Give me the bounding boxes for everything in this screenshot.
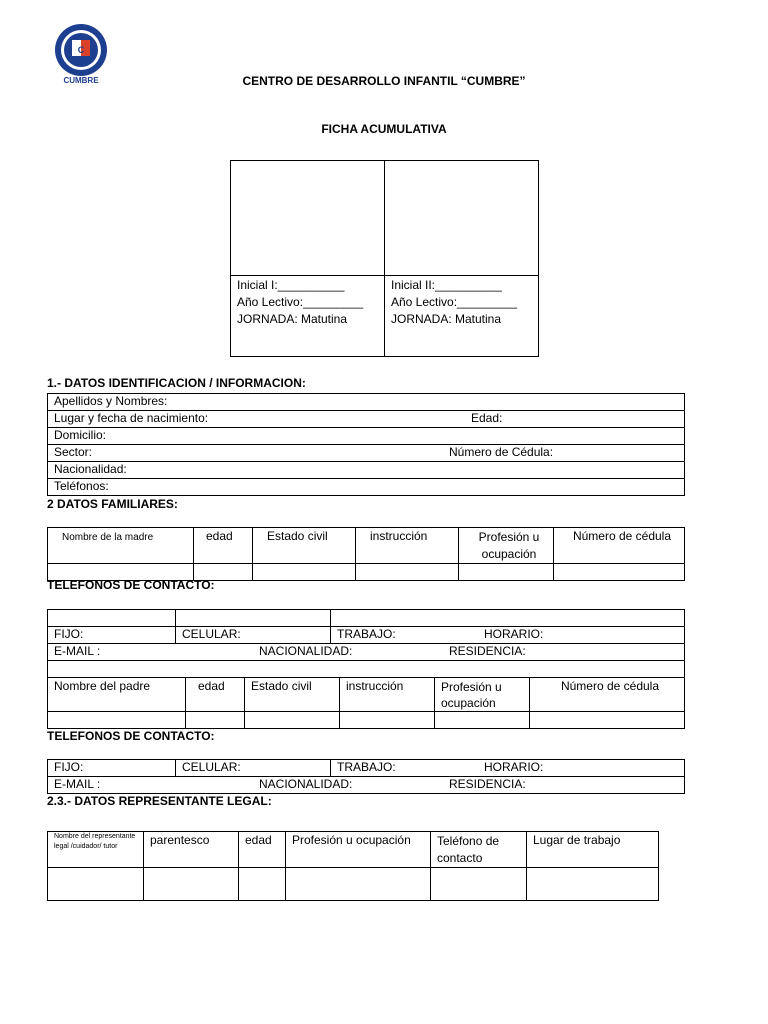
photo-boxes (230, 160, 539, 357)
contact-cell[interactable] (331, 610, 685, 627)
address-field: Domicilio: (48, 428, 685, 445)
sector-field: Sector: (54, 445, 93, 459)
residencia-label-2: RESIDENCIA: (449, 777, 526, 791)
mother-cell[interactable] (554, 564, 685, 581)
level-1: Inicial I:__________ (237, 278, 345, 292)
father-cell[interactable] (435, 712, 530, 729)
mother-cell[interactable] (253, 564, 356, 581)
rep-header-profession: Profesión u ocupación (286, 832, 431, 868)
section2-title: 2 DATOS FAMILIARES: (47, 497, 178, 511)
mother-table (47, 527, 685, 581)
celular-label-2: CELULAR: (176, 760, 331, 777)
svg-text:C: C (77, 45, 85, 55)
father-header-id: Número de cédula (530, 678, 685, 712)
age-field: Edad: (471, 411, 503, 425)
rep-header-name: Nombre del representante legal /cuidador/ tutor (48, 832, 144, 868)
mother-header-age: edad (194, 528, 253, 564)
rep-header-phone: Teléfono de contacto (431, 832, 527, 868)
names-field: Apellidos y Nombres: (48, 394, 685, 411)
email-label-2: E-MAIL : (54, 777, 101, 791)
section3-title: 2.3.- DATOS REPRESENTANTE LEGAL: (47, 794, 272, 808)
nacionalidad-label-1: NACIONALIDAD: (259, 644, 353, 658)
trabajo-label-2: TRABAJO: (337, 760, 396, 774)
contact-cell[interactable] (176, 610, 331, 627)
year-2: Año Lectivo:_________ (391, 295, 518, 309)
father-cell[interactable] (186, 712, 245, 729)
residencia-label-1: RESIDENCIA: (449, 644, 526, 658)
year-1: Año Lectivo:_________ (237, 295, 364, 309)
rep-cell[interactable] (286, 868, 431, 901)
rep-cell[interactable] (239, 868, 286, 901)
mother-cell[interactable] (356, 564, 459, 581)
rep-header-workplace: Lugar de trabajo (527, 832, 659, 868)
email-row-2 (48, 777, 685, 794)
rep-cell[interactable] (48, 868, 144, 901)
nationality-field: Nacionalidad: (48, 462, 685, 479)
identification-table (47, 393, 685, 496)
fijo-label-2: FIJO: (48, 760, 176, 777)
rep-cell[interactable] (431, 868, 527, 901)
rep-cell[interactable] (527, 868, 659, 901)
logo-text: CUMBRE (63, 76, 99, 85)
father-contact-table (47, 759, 685, 794)
blank-row (48, 661, 685, 678)
shift-1: JORNADA: Matutina (237, 312, 348, 326)
section1-title: 1.- DATOS IDENTIFICACION / INFORMACION: (47, 376, 306, 390)
birth-field: Lugar y fecha de nacimiento: (54, 411, 209, 425)
sector-row (48, 445, 685, 462)
father-header-civil: Estado civil (245, 678, 340, 712)
horario-label-2: HORARIO: (484, 760, 544, 774)
work-cell-2 (331, 760, 685, 777)
contact-cell[interactable] (48, 610, 176, 627)
rep-header-age: edad (239, 832, 286, 868)
contact-title-1: TELEFONOS DE CONTACTO: (47, 578, 215, 592)
rep-cell[interactable] (144, 868, 239, 901)
father-table (47, 677, 685, 729)
celular-label-1: CELULAR: (176, 627, 331, 644)
mother-header-id: Número de cédula (554, 528, 685, 564)
phones-field: Teléfonos: (48, 479, 685, 496)
horario-label-1: HORARIO: (484, 627, 544, 641)
email-label-1: E-MAIL : (54, 644, 101, 658)
mother-header-profession: Profesión u ocupación (459, 528, 554, 564)
photo-box-1 (231, 161, 385, 276)
mother-contact-table (47, 609, 685, 678)
father-cell[interactable] (245, 712, 340, 729)
photo-box-2 (385, 161, 539, 276)
trabajo-label-1: TRABAJO: (337, 627, 396, 641)
mother-header-education: instrucción (356, 528, 459, 564)
level-2: Inicial II:__________ (391, 278, 502, 292)
email-row-1 (48, 644, 685, 661)
rep-header-relation: parentesco (144, 832, 239, 868)
father-header-age: edad (186, 678, 245, 712)
father-header-name: Nombre del padre (48, 678, 186, 712)
nacionalidad-label-2: NACIONALIDAD: (259, 777, 353, 791)
representative-table (47, 831, 659, 901)
id-number-field: Número de Cédula: (449, 445, 554, 459)
mother-header-name: Nombre de la madre (48, 528, 194, 564)
father-cell[interactable] (530, 712, 685, 729)
father-cell[interactable] (48, 712, 186, 729)
father-header-profession: Profesión u ocupación (435, 678, 530, 712)
form-title: FICHA ACUMULATIVA (321, 122, 447, 136)
mother-cell[interactable] (459, 564, 554, 581)
work-cell-1 (331, 627, 685, 644)
fijo-label-1: FIJO: (48, 627, 176, 644)
mother-header-civil: Estado civil (253, 528, 356, 564)
father-cell[interactable] (340, 712, 435, 729)
shift-2: JORNADA: Matutina (391, 312, 502, 326)
father-header-education: instrucción (340, 678, 435, 712)
contact-title-2: TELEFONOS DE CONTACTO: (47, 729, 215, 743)
institution-name: CENTRO DE DESARROLLO INFANTIL “CUMBRE” (242, 74, 526, 88)
birth-row (48, 411, 685, 428)
